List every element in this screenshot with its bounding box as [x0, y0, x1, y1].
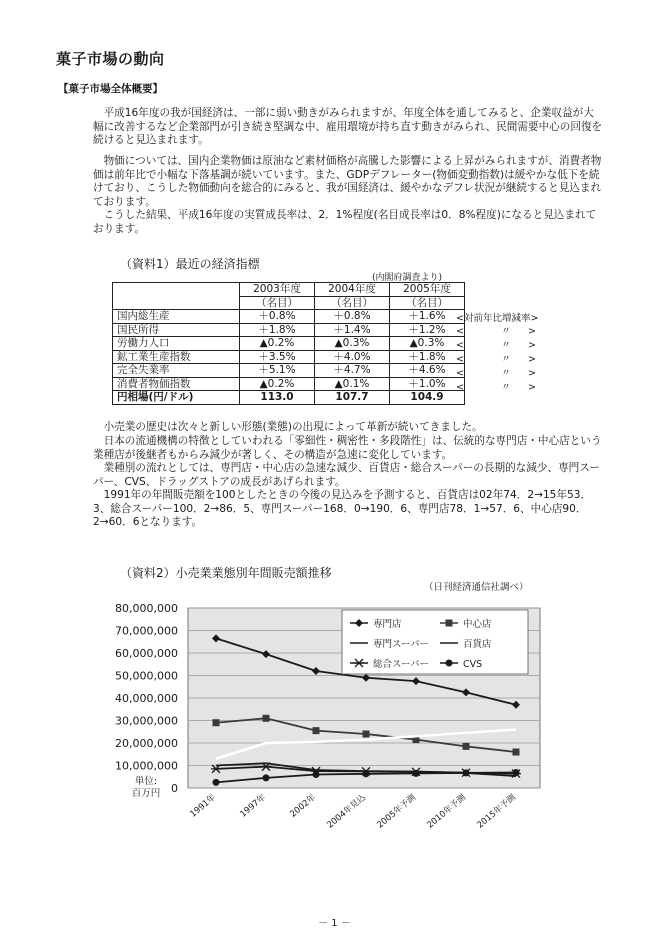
table-cell: 113.0 — [240, 391, 315, 405]
row-label: 完全失業率 — [113, 364, 240, 378]
table-row — [113, 350, 465, 364]
table-cell: ▲0.3% — [315, 337, 390, 351]
column-subheader: （名目） — [390, 296, 465, 310]
legend-marker — [446, 620, 453, 627]
row-label: 国民所得 — [113, 323, 240, 337]
side-ditto: 〃 — [501, 354, 511, 365]
y-unit-label: 単位: — [134, 776, 158, 787]
data-point — [363, 731, 370, 738]
paragraph-prices: 物価については、国内企業物価は原油など素材価格が高騰した影響による上昇がみられますが、消費者物価は前年比で小幅な下落基調が続いています。また、GDPデフレーター(物価変動指数)は緩やかな低下を続けており、こうした物価動向を総合的にみると、我が国経済は、緩やかなデフレ状況が継続すると見込まれております。 — [93, 155, 602, 208]
page-title: 菓子市場の動向 — [56, 50, 165, 68]
y-tick-label: 30,000,000 — [115, 714, 178, 728]
retail-sales-line-chart — [112, 596, 552, 846]
side-bracket-open: < — [456, 340, 464, 351]
table-cell: ＋4.0% — [315, 350, 390, 364]
data-point — [263, 774, 270, 781]
table-row — [113, 310, 465, 324]
side-ditto: 〃 — [501, 340, 511, 351]
table-source: (内閣府調査より) — [372, 273, 443, 283]
side-ditto: 〃 — [501, 368, 511, 379]
data-point — [463, 743, 470, 750]
column-subheader: （名目） — [240, 296, 315, 310]
side-ditto: 〃 — [501, 382, 511, 393]
side-bracket-close: > — [528, 368, 536, 379]
table-cell: ＋4.6% — [390, 364, 465, 378]
side-bracket-row — [456, 354, 536, 366]
side-bracket-open: < — [456, 368, 464, 379]
data-point — [513, 769, 520, 776]
side-bracket-close: > — [528, 354, 536, 365]
table-cell: ＋1.6% — [390, 310, 465, 324]
side-bracket-row — [456, 326, 536, 338]
legend-label: 総合スーパー — [373, 659, 430, 670]
y-tick-label: 10,000,000 — [115, 759, 178, 773]
column-header: 2005年度 — [390, 283, 465, 297]
page-number: － 1 － — [318, 918, 351, 929]
table-cell: ＋1.0% — [390, 377, 465, 391]
y-tick-label: 70,000,000 — [115, 624, 178, 638]
table-cell: ▲0.1% — [315, 377, 390, 391]
legend-box — [342, 610, 528, 674]
legend-marker — [446, 660, 453, 667]
table-cell: ＋0.8% — [315, 310, 390, 324]
y-tick-label: 40,000,000 — [115, 692, 178, 705]
y-tick-label: 50,000,000 — [115, 669, 178, 683]
side-bracket-close: > — [528, 382, 536, 393]
table-cell: ＋1.8% — [390, 350, 465, 364]
paragraph-trends: 業種別の流れとしては、専門店・中心店の急速な減少、百貨店・総合スーパーの長期的な減少、専門スーパー、CVS、ドラッグストアの成長があげられます。 — [93, 462, 600, 488]
column-header: 2003年度 — [240, 283, 315, 297]
table-corner-cell — [113, 283, 240, 310]
side-bracket-row — [456, 382, 536, 394]
x-tick-label: 2010年予測 — [425, 792, 468, 831]
data-point — [263, 715, 270, 722]
side-note: <対前年比増減率> — [456, 313, 539, 324]
table-cell: ＋4.7% — [315, 364, 390, 378]
column-header: 2004年度 — [315, 283, 390, 297]
table-row — [113, 364, 465, 378]
paragraph-growth: こうした結果、平成16年度の実質成長率は、2．1%程度(名目成長率は0．8%程度)になると見込まれております。 — [93, 209, 597, 235]
table-header-row — [113, 283, 465, 297]
section-heading: 【菓子市場全体概要】 — [58, 83, 163, 95]
table-row — [113, 377, 465, 391]
table-cell: ▲0.3% — [390, 337, 465, 351]
side-bracket-row — [456, 368, 536, 380]
table-cell: 107.7 — [315, 391, 390, 405]
side-ditto: 〃 — [501, 326, 511, 337]
side-bracket-open: < — [456, 354, 464, 365]
table-cell: ＋3.5% — [240, 350, 315, 364]
legend-label: 中心店 — [463, 619, 492, 630]
legend-label: 百貨店 — [463, 639, 492, 650]
y-tick-label: 60,000,000 — [115, 647, 178, 660]
paragraph-forecast: 1991年の年間販売額を100としたときの今後の見込みを予測すると、百貨店は02年74．2→15年53．3、総合スーパー100．2→86．5、専門スーパー168．0→190．6、専門店78．1→57．6、中心店90．2→60．6となります。 — [93, 489, 592, 529]
x-tick-label: 2002年 — [288, 792, 318, 820]
row-label: 労働力人口 — [113, 337, 240, 351]
row-label: 鉱工業生産指数 — [113, 350, 240, 364]
table-cell: ＋1.8% — [240, 323, 315, 337]
row-label: 円相場(円/ドル) — [113, 391, 240, 405]
table-cell: ＋0.8% — [240, 310, 315, 324]
row-label: 消費者物価指数 — [113, 377, 240, 391]
economic-indicators-table — [112, 282, 465, 405]
table-cell: ▲0.2% — [240, 337, 315, 351]
x-tick-label: 2005年予測 — [375, 792, 418, 831]
data-point — [313, 771, 320, 778]
data-point — [313, 727, 320, 734]
table-cell: ＋1.2% — [390, 323, 465, 337]
legend-label: CVS — [463, 659, 483, 670]
y-unit-label: 百万円 — [131, 788, 161, 799]
x-tick-label: 2004年見込 — [325, 792, 368, 831]
data-point — [463, 769, 470, 776]
legend-label: 専門店 — [373, 619, 402, 630]
table-cell: 104.9 — [390, 391, 465, 405]
x-tick-label: 2015年予測 — [475, 792, 518, 831]
table-row — [113, 323, 465, 337]
paragraph-distribution: 日本の流通機構の特徴としていわれる「零細性・稠密性・多段階性」は、伝統的な専門店・中心店という業種店が後継者もからみ減少が著しく、その構造が急速に変化しています。 — [93, 435, 602, 461]
table-row — [113, 391, 465, 405]
side-bracket-close: > — [528, 326, 536, 337]
chart-source: （日刊経済通信社調べ） — [424, 582, 529, 593]
table-cell: ＋5.1% — [240, 364, 315, 378]
paragraph-retail-history: 小売業の歴史は次々と新しい形態(業態)の出現によって革新が続いてきました。 — [103, 421, 483, 433]
data-point — [213, 719, 220, 726]
row-label: 国内総生産 — [113, 310, 240, 324]
y-tick-label: 20,000,000 — [115, 737, 178, 750]
table-cell: ▲0.2% — [240, 377, 315, 391]
data-point — [213, 779, 220, 786]
y-tick-label: 80,000,000 — [115, 602, 178, 615]
side-bracket-open: < — [456, 382, 464, 393]
column-subheader: （名目） — [315, 296, 390, 310]
chart-title: （資料2）小売業業態別年間販売額推移 — [120, 566, 332, 580]
table-title: （資料1）最近の経済指標 — [120, 257, 260, 271]
x-tick-label: 1997年 — [238, 792, 268, 820]
data-point — [413, 770, 420, 777]
data-point — [363, 770, 370, 777]
side-bracket-row — [456, 340, 536, 352]
x-tick-label: 1991年 — [188, 792, 218, 820]
side-bracket-close: > — [528, 340, 536, 351]
side-bracket-open: < — [456, 326, 464, 337]
paragraph-economy: 平成16年度の我が国経済は、一部に弱い動きがみられますが、年度全体を通してみると、企業収益が大幅に改善するなど企業部門が引き続き堅調な中、雇用環境が持ち直す動きがみられ、民間需要中心の回復を続けると見込まれます。 — [93, 107, 603, 147]
legend-label: 専門スーパー — [373, 639, 430, 650]
y-tick-label: 0 — [171, 782, 178, 795]
data-point — [513, 749, 520, 756]
table-cell: ＋1.4% — [315, 323, 390, 337]
table-row — [113, 337, 465, 351]
